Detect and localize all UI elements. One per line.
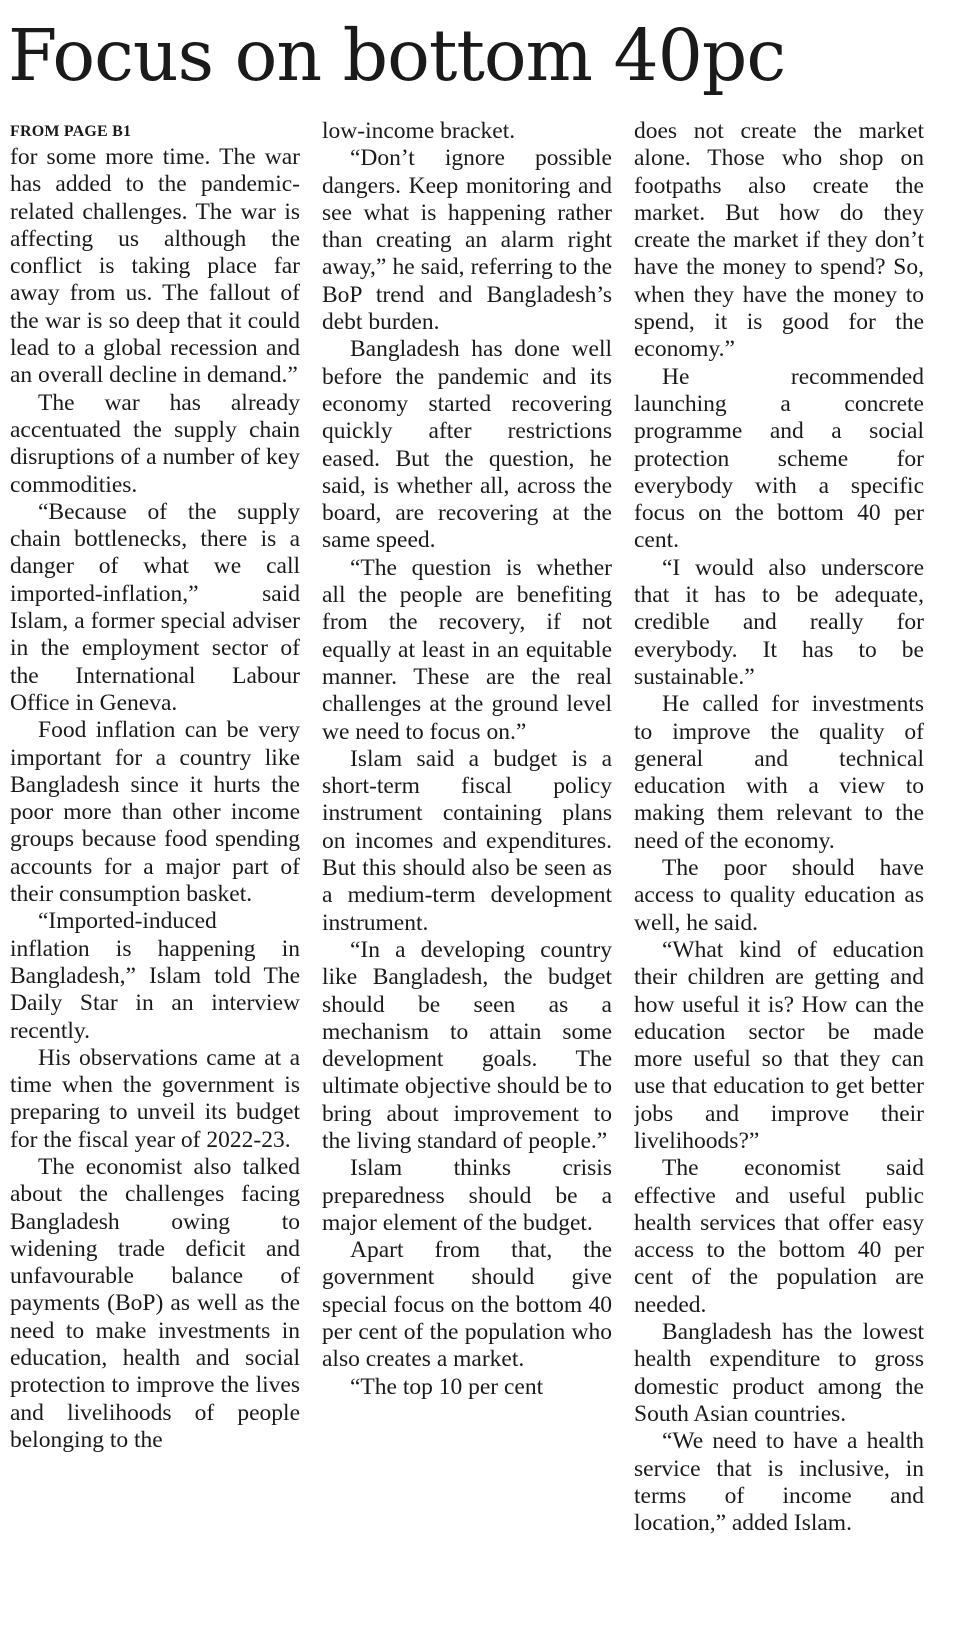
paragraph: The poor should have access to quality education as well, he said. (634, 855, 924, 936)
article-column-3 (634, 118, 924, 1648)
paragraph: Islam thinks crisis preparedness should be a major element of the budget. (322, 1155, 612, 1236)
paragraph: does not create the market alone. Those who shop on footpaths also create the market. But how do they create the market if they don’t have the money to spend? So, when they have the money to spend, it is good for the economy.” (634, 118, 924, 363)
paragraph: “In a developing country like Bangladesh, the budget should be seen as a mechanism to attain some development goals. The ultimate objective should be to bring about improvement to the living standard of people.” (322, 936, 612, 1154)
paragraph: “The top 10 per cent (350, 1373, 544, 1400)
paragraph: The economist also talked about the challenges facing Bangladesh owing to widening trade deficit and unfavourable balance of payments (BoP) as well as the need to make investments in education, health and social protection to improve the lives and livelihoods of people belonging to the (10, 1153, 300, 1453)
continued-from-label: FROM PAGE B1 (10, 123, 132, 140)
article-column-1 (10, 122, 300, 1652)
paragraph: Bangladesh has the lowest health expenditure to gross domestic product among the South Asian countries. (634, 1319, 924, 1427)
paragraph: The economist said effective and useful public health services that offer easy access to the bottom 40 per cent of the population are needed. (634, 1155, 924, 1318)
paragraph: “Imported-induced inflation is happening in Bangladesh,” Islam told The Daily Star in an interview recently. (10, 908, 300, 1044)
paragraph: Apart from that, the government should give special focus on the bottom 40 per cent of the population who also creates a market. (322, 1237, 612, 1373)
paragraph: Bangladesh has done well before the pandemic and its economy started recovering quickly after restrictions eased. But the question, he said, is whether all, across the board, are recovering at the same speed. (322, 336, 612, 554)
paragraph: for some more time. The war has added to the pandemic-related challenges. The war is affecting us although the conflict is taking place far away from us. The fallout of the war is so deep that it could lead to a global recession and an overall decline in demand.” (10, 144, 300, 389)
paragraph: “What kind of education their children are getting and how useful it is? How can the education sector be made more useful so that they can use that education to get better jobs and improve their livelihoods?” (634, 936, 924, 1154)
paragraph: His observations came at a time when the government is preparing to unveil its budget for the fiscal year of 2022-23. (10, 1044, 300, 1153)
article-column-2 (322, 118, 612, 1648)
paragraph: low-income bracket. (322, 118, 516, 144)
paragraph: “We need to have a health service that is inclusive, in terms of income and location,” added Islam. (634, 1428, 924, 1537)
paragraph: Islam said a budget is a short-term fiscal policy instrument containing plans on incomes and expenditures. But this should also be seen as a medium-term development instrument. (322, 745, 612, 936)
paragraph: “The question is whether all the people are benefiting from the recovery, if not equally at least in an equitable manner. These are the real challenges at the ground level we need to focus on.” (322, 554, 612, 745)
paragraph: “Because of the supply chain bottlenecks, there is a danger of what we call imported-inflation,” said Islam, a former special adviser in the employment sector of the International Labour Office in Geneva. (10, 498, 300, 716)
paragraph: He called for investments to improve the quality of general and technical education with a view to making them relevant to the need of the economy. (634, 691, 924, 854)
paragraph: “I would also underscore that it has to be adequate, credible and really for everybody. It has to be sustainable.” (634, 554, 924, 690)
paragraph: He recommended launching a concrete programme and a social protection scheme for everybody with a specific focus on the bottom 40 per cent. (634, 363, 924, 554)
paragraph: The war has already accentuated the supply chain disruptions of a number of key commodities. (10, 389, 300, 498)
paragraph: “Don’t ignore possible dangers. Keep monitoring and see what is happening rather than creating an alarm right away,” he said, referring to the BoP trend and Bangladesh’s debt burden. (322, 145, 612, 336)
paragraph: Food inflation can be very important for a country like Bangladesh since it hurts the poor more than other income groups because food spending accounts for a major part of their consumption basket. (10, 717, 300, 908)
headline: Focus on bottom 40pc (8, 14, 786, 97)
